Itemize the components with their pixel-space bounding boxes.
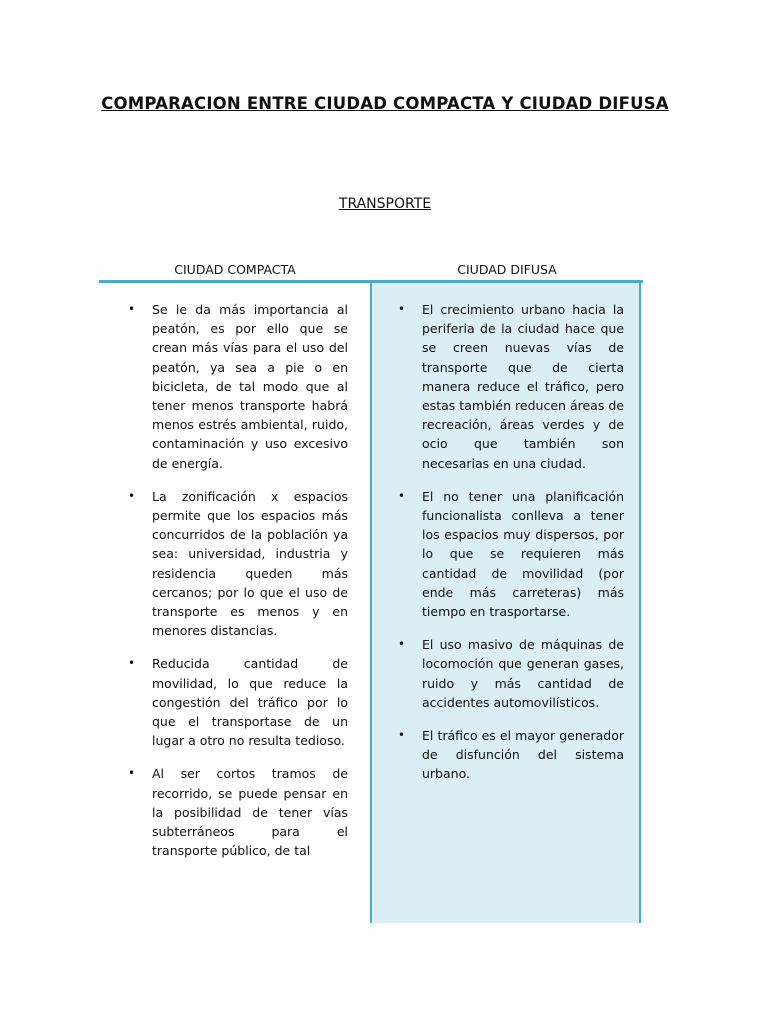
bullet-icon: • xyxy=(128,766,136,781)
list-item xyxy=(398,487,624,621)
list-item-text: El no tener una planificación funcionalista conlleva a tener los espacios muy dispersos, por lo que se requieren más cantidad de movilidad (por ende más carreteras) más tiempo en trasportarse. xyxy=(422,488,624,620)
column-header-diffuse: CIUDAD DIFUSA xyxy=(457,262,557,277)
list-item-text: El tráfico es el mayor generador de disfunción del sistema urbano. xyxy=(422,728,624,782)
list-item xyxy=(398,300,624,473)
list-item xyxy=(128,654,348,750)
list-item xyxy=(398,726,624,784)
document-title: COMPARACION ENTRE CIUDAD COMPACTA Y CIUDAD DIFUSA xyxy=(101,94,669,113)
list-item-text: El crecimiento urbano hacia la periferia de la ciudad hace que se creen nuevas vías de transporte que de cierta manera reduce el tráfico, pero estas también reducen áreas de recreación, áreas verdes y de ocio que también son necesarias en una ciudad. xyxy=(422,302,624,471)
list-item-text: Reducida cantidad de movilidad, lo que reduce la congestión del tráfico por lo que el transportase de un lugar a otro no resulta tedioso. xyxy=(152,656,348,749)
list-item-text: Al ser cortos tramos de recorrido, se puede pensar en la posibilidad de tener vías subterráneos para el transporte público, de tal xyxy=(152,766,348,859)
bullet-icon: • xyxy=(128,302,136,316)
bullet-icon: • xyxy=(398,637,406,652)
list-item-text: La zonificación x espacios permite que los espacios más concurridos de la población ya sea: universidad, industria y residencia queden más cercanos; por lo que el uso de transporte es menos y en menores distancias. xyxy=(152,488,348,639)
bullet-icon: • xyxy=(398,302,406,316)
diffuse-city-list xyxy=(398,300,624,798)
list-item xyxy=(128,487,348,641)
list-item-text: El uso masivo de máquinas de locomoción que generan gases, ruido y más cantidad de accidentes automovilísticos. xyxy=(422,637,624,710)
list-item xyxy=(128,764,348,860)
section-title: TRANSPORTE xyxy=(338,196,432,212)
bullet-icon: • xyxy=(398,488,406,503)
bullet-icon: • xyxy=(128,656,136,671)
column-header-compact: CIUDAD COMPACTA xyxy=(174,262,296,277)
bullet-icon: • xyxy=(398,728,406,743)
compact-city-list xyxy=(128,300,348,874)
bullet-icon: • xyxy=(128,488,136,503)
list-item-text: Se le da más importancia al peatón, es por ello que se crean más vías para el uso del peatón, ya sea a pie o en bicicleta, de tal modo que al tener menos transporte habrá menos estrés ambiental, ruido, contaminación y uso excesivo de energía. xyxy=(152,302,348,471)
list-item xyxy=(128,300,348,473)
list-item xyxy=(398,635,624,712)
